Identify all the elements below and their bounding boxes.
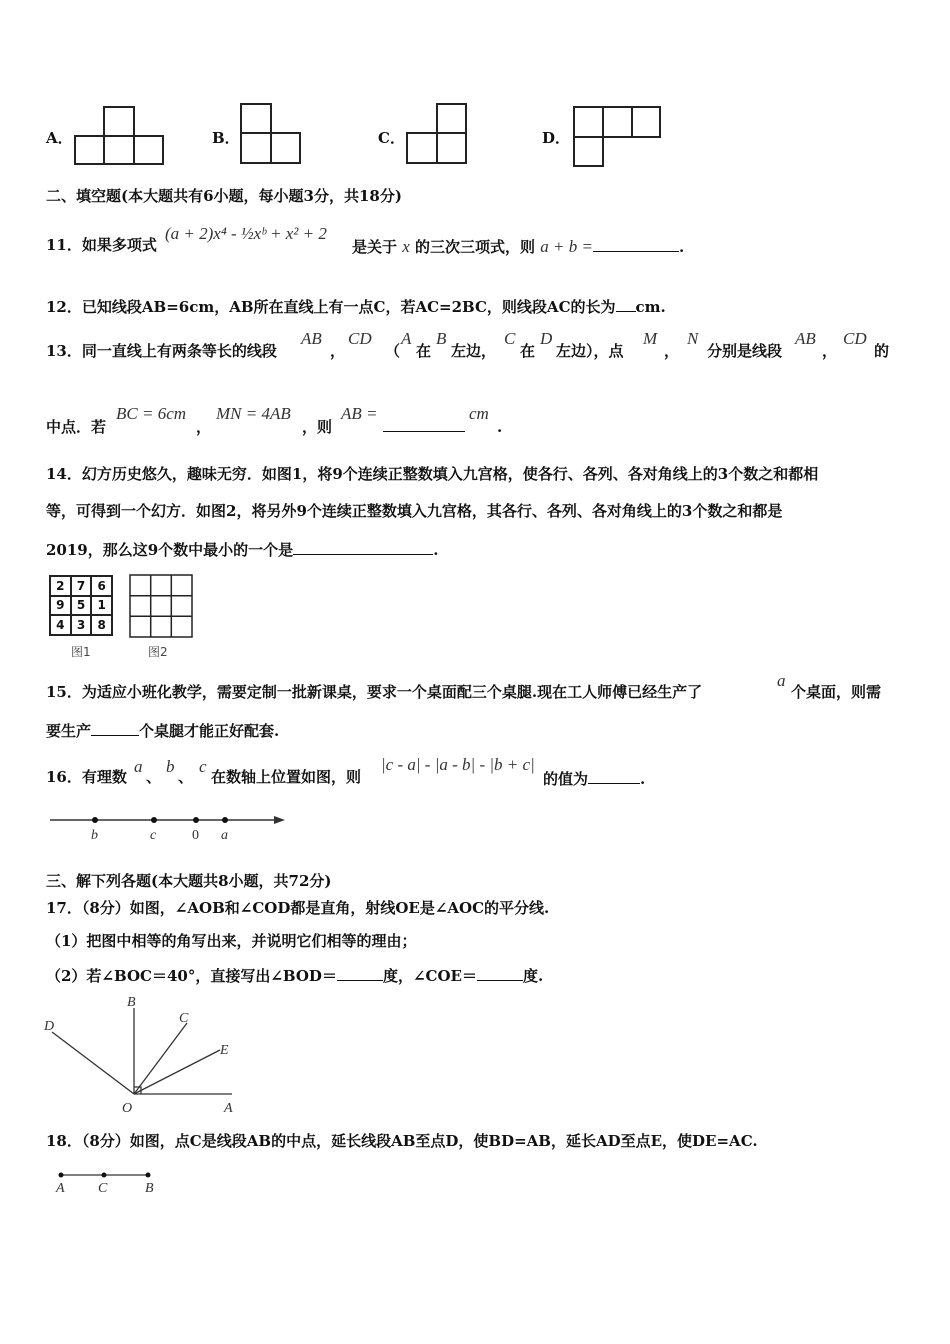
label-o: O [122,1101,133,1116]
option-c-label: C． [378,129,405,147]
q13-line1-pre: 13．同一直线上有两条等长的线段 [46,342,277,360]
grid1-cell: 1 [91,596,112,616]
q16-post [543,767,645,789]
q13-zuobian1: 左边， [451,342,497,360]
q13-ab2: AB [795,329,816,348]
seg-label-b: B [145,1181,154,1196]
segment-figure [50,1166,170,1198]
q13-m: M [643,329,658,348]
question-12 [46,295,666,317]
q13-zai1: 在 [416,342,432,360]
q13-cd: CD [348,329,372,348]
q17-coe-blank[interactable] [477,964,523,981]
q11-mid: 是关于 [352,238,398,256]
q13-ab-eq: AB = [341,404,378,423]
ray-oe [134,1050,220,1094]
q11-post: 的三次三项式，则 [415,238,536,256]
q11-end: . [678,238,685,256]
q13-line2-pre: 中点．若 [46,418,107,436]
grid1-cell: 9 [50,596,71,616]
q13-mn-eq: MN = 4AB [216,404,291,423]
q13-answer-blank[interactable] [383,415,465,432]
axis-label-zero: 0 [192,828,199,843]
q15-line2-pre: 要生产 [46,722,92,740]
angle-figure [40,990,250,1118]
q13-cm: cm [469,404,489,423]
q13-a: A [401,329,412,348]
q15-line1-post: 个桌面，则需 [791,683,882,701]
q11-text [352,235,684,257]
q13-comma3: ， [822,342,838,360]
grid1-cell: 6 [91,576,112,596]
figure-1-caption: 图1 [71,645,91,659]
q17-bod-blank[interactable] [337,964,383,981]
q16-b: b [166,757,175,776]
ray-oc [134,1023,187,1094]
q13-paren: （ [385,342,401,360]
ray-od [52,1032,134,1094]
q16-sep2: 、 [178,768,194,786]
magic-square-figure-1 [49,575,113,636]
label-e: E [220,1043,229,1058]
q13-comma4: ， [196,418,212,436]
seg-label-a: A [56,1181,65,1196]
q13-comma2: ， [664,342,680,360]
q13-zai2: 在 [520,342,536,360]
q15-var: a [777,671,786,690]
question-11 [46,235,157,255]
q15-answer-blank[interactable] [91,719,139,736]
magic-square-figure-2 [129,574,193,638]
q13-bc-eq: BC = 6cm [116,404,187,423]
q14-line2: 等，可得到一个幻方．如图2，将另外9个连续正整数填入九宫格，其各行、各列、各对角线上的3个数之和都是 [46,502,783,520]
q11-polynomial: (a + 2)x⁴ - ½xᵇ + x² + 2 [165,224,327,243]
q17-line3-pre: （2）若∠BOC＝40°，直接写出∠BOD＝ [46,967,337,985]
grid1-cell: 7 [71,576,92,596]
q16-pre: 16．有理数 [46,768,127,786]
q16-expression: |c - a| - |a - b| - |b + c| [381,755,535,774]
label-c: C [179,1011,189,1026]
q14-answer-blank[interactable] [293,538,433,555]
grid1-cell: 4 [50,615,71,635]
q16-mid: 在数轴上位置如图，则 [211,768,362,786]
q13-b: B [436,329,447,348]
q17-line2: （1）把图中相等的角写出来，并说明它们相等的理由； [46,932,417,950]
option-a-net-figure [74,105,166,165]
q17-line1: 17．（8分）如图，∠AOB和∠COD都是直角，射线OE是∠AOC的平分线. [46,899,550,917]
section-3-heading: 三、解下列各题(本大题共8小题，共72分) [46,872,332,890]
q18-line1: 18．（8分）如图，点C是线段AB的中点，延长线段AB至点D，使BD=AB，延长AD至点E，使DE=AC. [46,1132,758,1150]
label-b: B [127,995,136,1010]
q11-pre: 如果多项式 [81,236,157,254]
seg-label-c: C [98,1181,108,1196]
q15-line1-pre: 15．为适应小班化教学，需要定制一批新课桌，要求一个桌面配三个桌腿.现在工人师傅已经生产了 [46,683,703,701]
q13-ab: AB [301,329,322,348]
figure-2-caption: 图2 [148,645,168,659]
q13-c: C [504,329,516,348]
q13-dot: . [497,418,503,436]
grid1-cell: 8 [91,615,112,635]
label-d: D [44,1019,55,1034]
q16-post-text: 的值为 [543,770,589,788]
point-c [151,817,157,823]
q12-end: cm. [635,298,666,316]
q11-number: 11． [46,236,82,254]
point-b [92,817,98,823]
q16-sep1: 、 [146,768,162,786]
point-a-dot [59,1173,64,1178]
axis-label-b: b [91,828,98,843]
q15-line2 [46,719,279,741]
grid1-cell: 2 [50,576,71,596]
q11-var: x [402,237,410,256]
point-c-dot [102,1173,107,1178]
option-b-net-figure [240,102,302,164]
q15-line2-post: 个桌腿才能正好配套. [139,722,280,740]
q11-expr: a + b = [540,237,593,256]
section-2-heading: 二、填空题(本大题共有6小题，每小题3分，共18分) [46,187,402,205]
q17-line3 [46,964,543,986]
label-a: A [224,1101,233,1116]
q16-a: a [134,757,143,776]
q14-line3-text: 2019，那么这9个数中最小的一个是 [46,541,294,559]
point-zero [193,817,199,823]
q13-d: D [540,329,553,348]
number-line-figure [50,808,290,844]
q14-line1: 14．幻方历史悠久，趣味无穷．如图1，将9个连续正整数填入九宫格，使各行、各列、各对角线上的3个数之和都相 [46,465,819,483]
q17-line3-end: 度. [522,967,544,985]
q17-line3-mid: 度，∠COE＝ [382,967,477,985]
option-d-label: D． [542,129,571,147]
option-c-net-figure [406,102,468,164]
option-a-label: A． [46,129,73,147]
q16-end: . [640,770,646,788]
arrow-icon [274,816,285,824]
q13-comma1: ， [330,342,346,360]
q14-line3: 2019，那么这9个数中最小的一个是 . [46,538,438,560]
q13-cd2: CD [843,329,867,348]
grid1-cell: 3 [71,615,92,635]
q11-answer-blank[interactable] [593,235,679,252]
q16-c: c [199,757,207,776]
q13-de: 的 [874,342,890,360]
grid1-cell: 5 [71,596,92,616]
option-d-net-figure [572,105,664,167]
q13-zuobian2: 左边），点 [556,342,624,360]
q12-answer-blank[interactable] [616,295,636,312]
q13-n: N [687,329,699,348]
axis-label-c: c [150,828,157,843]
option-b-label: B． [212,129,240,147]
q12-text: 12．已知线段AB=6cm，AB所在直线上有一点C，若AC=2BC，则线段AC的长为 [46,298,616,316]
point-b-dot [146,1173,151,1178]
axis-label-a: a [221,828,228,843]
q16-answer-blank[interactable] [588,767,640,784]
q13-fenbie: 分别是线段 [707,342,783,360]
q13-ze: ，则 [302,418,333,436]
point-a [222,817,228,823]
